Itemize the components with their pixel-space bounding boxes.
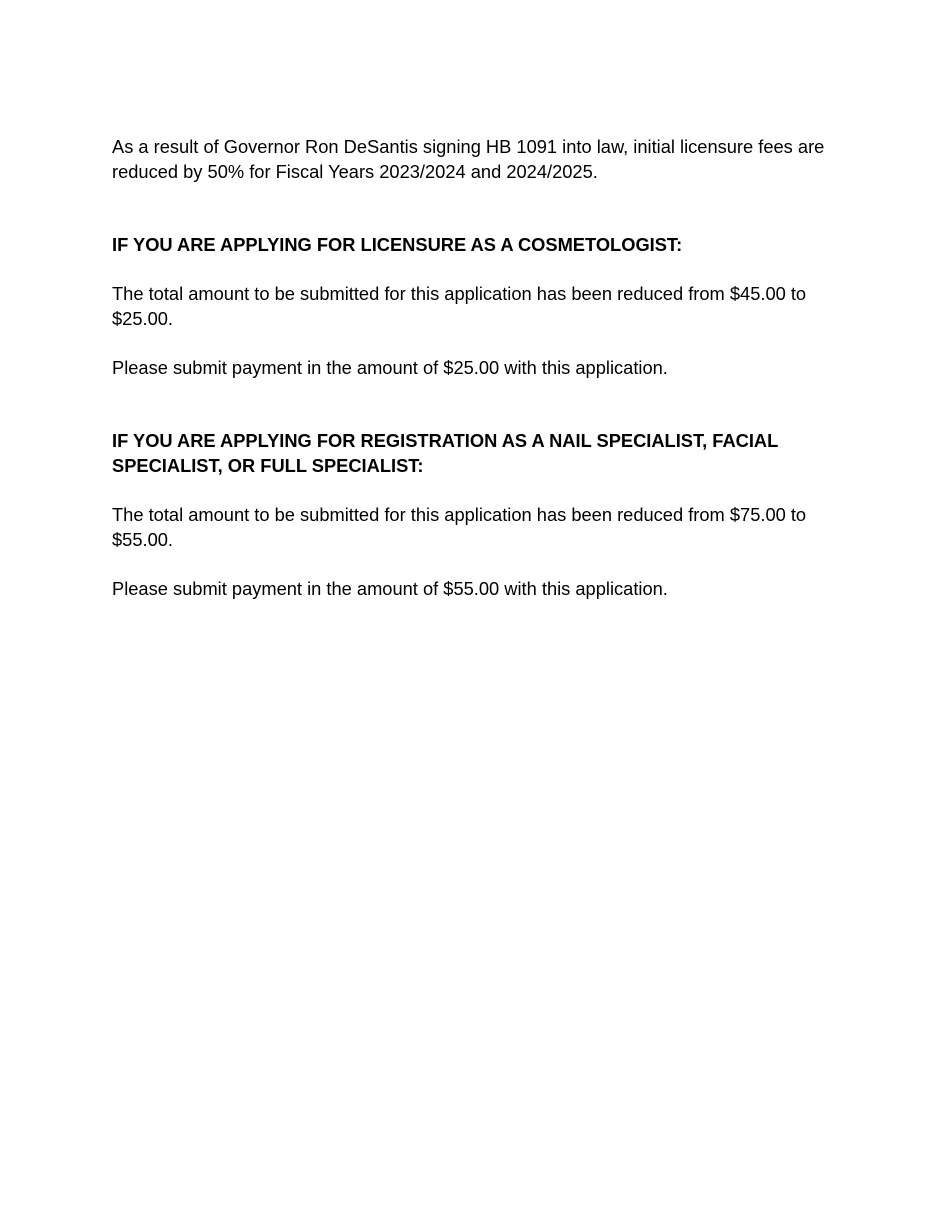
specialist-section (112, 428, 832, 601)
payment-instruction-text: Please submit payment in the amount of $55.00 with this application. (112, 578, 668, 599)
fee-reduction-text: The total amount to be submitted for this application has been reduced from $45.00 to $25.00. (112, 283, 807, 329)
section-heading: IF YOU ARE APPLYING FOR LICENSURE AS A COSMETOLOGIST: (112, 234, 683, 255)
fee-reduction-text: The total amount to be submitted for this application has been reduced from $75.00 to $55.00. (112, 504, 807, 550)
document-page (112, 134, 832, 625)
section-heading: IF YOU ARE APPLYING FOR REGISTRATION AS A NAIL SPECIALIST, FACIAL SPECIALIST, OR FULL SPECIALIST: (112, 430, 778, 476)
payment-instruction-text: Please submit payment in the amount of $25.00 with this application. (112, 357, 668, 378)
cosmetologist-section (112, 232, 832, 380)
intro-paragraph: As a result of Governor Ron DeSantis signing HB 1091 into law, initial licensure fees are reduced by 50% for Fiscal Years 2023/2024 and 2024/2025. (112, 136, 825, 182)
